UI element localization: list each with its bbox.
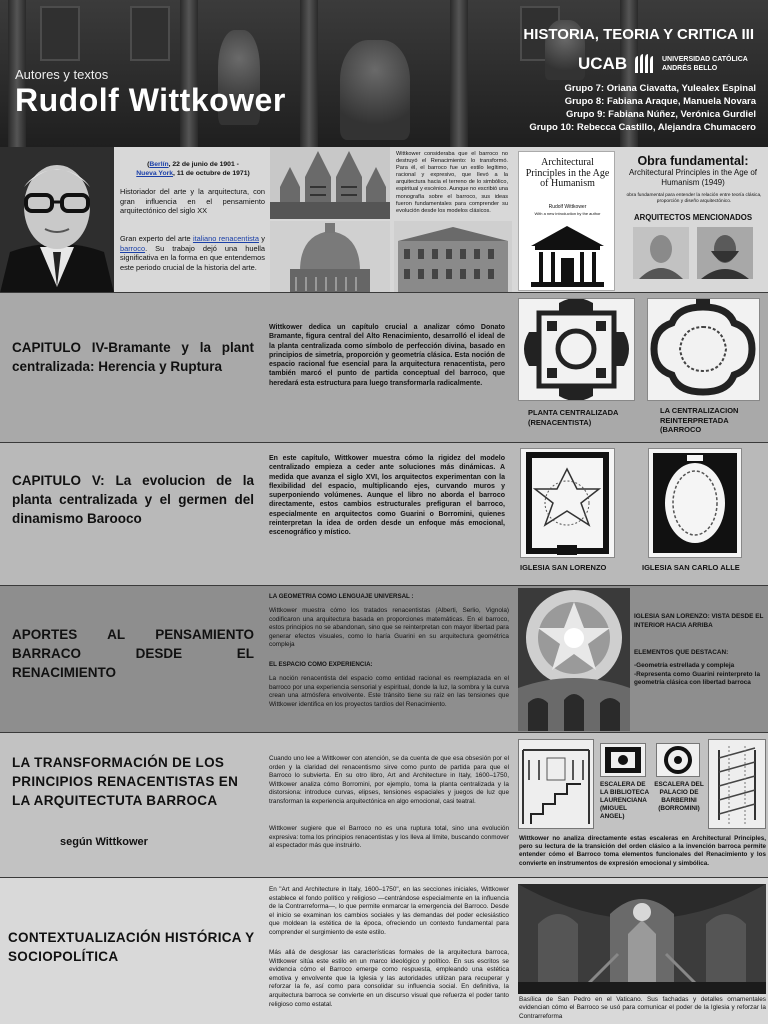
architects-heading: ARQUITECTOS MENCIONADOS <box>633 213 753 222</box>
baroque-link[interactable]: barroco <box>120 243 146 253</box>
laurentian-stair-drawing <box>518 739 594 829</box>
architect-portrait-1 <box>633 227 689 279</box>
transformation-section <box>0 733 768 878</box>
main-work-title: Architectural Principles in the Age of Humanism (1949) <box>628 168 758 187</box>
barberini-spiral-drawing <box>708 739 766 829</box>
group-item: Grupo 10: Rebecca Castillo, Alejandra Chumacero <box>529 122 756 133</box>
caption-renaissance-plan: PLANTA CENTRALIZADA (RENACENTISTA) <box>528 408 619 427</box>
column-decoration <box>300 0 318 147</box>
portrait-photo <box>0 147 114 293</box>
barberini-stair-plan <box>600 743 646 777</box>
san-carlo-plan <box>648 448 742 558</box>
san-lorenzo-dome-photo <box>518 588 630 731</box>
chapter-5-body: En este capítulo, Wittkower muestra cómo la rigidez del modelo centralizado empieza a ceder ante soluciones más dinámicas. A medida que avanza el siglo XVI, los arquitectos experimentan con la flexibilidad del espacio, multiplicando ejes, curvando muros y superponiendo volúmenes. Aunque el libro no aborda el barroco directamente, estos cambios estructurales prefiguran el barroco, especialmente en arquitectos como Guarini o Borromini, quienes reinterpretan la idea de orden desde un enfoque más emocional, escenográfico y místico. <box>269 455 505 537</box>
geometry-heading: LA GEOMETRIA COMO LENGUAJE UNIVERSAL : <box>269 593 414 600</box>
st-peters-interior-photo <box>518 884 766 994</box>
caption-san-lorenzo: IGLESIA SAN LORENZO <box>520 563 607 572</box>
transformation-title: LA TRANSFORMACIÓN DE LOS PRINCIPIOS RENACENTISTAS EN LA ARQUITECTUTA BARROCA <box>12 755 239 808</box>
temple-illustration <box>529 224 606 288</box>
element-item: -Geometría estrellada y compleja <box>634 662 735 669</box>
chapter-5-title: CAPITULO V: La evolucion de la planta centralizada y el germen del dinamismo Barooco <box>12 473 254 526</box>
book-cover-title: Architectural Principles in the Age of Humanism <box>525 157 610 189</box>
group-item: Grupo 7: Oriana Ciavatta, Yulealex Espinal <box>564 83 756 94</box>
header-subtitle: Autores y textos <box>15 67 109 82</box>
group-item: Grupo 9: Fabiana Núñez, Verónica Gurdiel <box>565 109 756 120</box>
context-title: CONTEXTUALIZACIÓN HISTÓRICA Y SOCIOPOLÍTICA <box>8 930 255 964</box>
context-section <box>0 878 768 1024</box>
elements-heading: ELEMENTOS QUE DESTACAN: <box>634 649 729 656</box>
centralized-plan-baroque <box>647 298 760 401</box>
dome-photo-caption: IGLESIA SAN LORENZO: VISTA DESDE EL INTERIOR HACIA ARRIBA <box>634 613 764 629</box>
window-decoration <box>40 6 80 61</box>
space-heading: EL ESPACIO COMO EXPERIENCIA: <box>269 661 373 668</box>
stairs-commentary: Wittkower no analiza directamente estas escaleras en Architectural Principles, pero su lectura de la transición del orden clásico a la invención barroca permite entender cómo el Barroco toma elementos funcionales del Renacimiento y los convierte en instrumentos de expresión emocional y simbólica. <box>519 835 766 867</box>
caption-barberini-stair: ESCALERA DEL PALACIO DE BARBERINI (BORROMINI) <box>654 781 704 812</box>
st-peters-dome-photo <box>270 221 390 293</box>
context-paragraph-2: Más allá de desglosar las características formales de la arquitectura barroca, Wittkower sitúa este estilo en un marco ideológico y político. En sus escritos se evidencia cómo el Barroco emerge como respuesta, empleando una estética emotiva y envolvente que la Iglesia y las autoridades utilizan para recuperar y reforzar la fe, así como para consolidar su influencia social. En definitiva, la arquitectura barroca se convierte en un discurso visual que refuerza el poder tanto religioso como estatal. <box>269 949 509 1008</box>
st-peters-caption: Basílica de San Pedro en el Vaticano. Sus fachadas y detalles ornamentales evidencian cómo el Barroco se usó para comunicar el poder de la Iglesia y reforzar la Contrarreforma <box>519 996 766 1020</box>
ucab-logo-text: UCAB <box>578 54 628 73</box>
caption-san-carlo: IGLESIA SAN CARLO ALLE <box>642 563 740 572</box>
chapter-4-title: CAPITULO IV-Bramante y la plant centralizada: Herencia y Ruptura <box>12 340 254 374</box>
bio-paragraph-2: Gran experto del arte italiano renacentista y barroco. Su trabajo dejó una huella significativa en la forma en que entendemos este periodo crucial de la historia del arte. <box>120 234 265 272</box>
chapter-4-section <box>0 293 768 443</box>
context-paragraph-1: En "Art and Architecture in Italy, 1600–1750", en las secciones iniciales, Wittkower establece el fondo político y religioso —centrándose especialmente en la influencia de la Contrarreforma—, lo que permite enmarcar la emergencia del Barroco. Desde el inicio se examinan los cambios sociales y las demandas del poder eclesiástico que moldean la estética de la época, ofreciendo un contexto fundamental para comprender el surgimiento de este estilo. <box>269 886 509 936</box>
transformation-paragraph-1: Cuando uno lee a Wittkower con atención, se da cuenta de que esa obsesión por el orden y la claridad del renacentismo sirve como punto de partida para que el Barroco lo subvierta. En su otro libro, Art and Architecture in Italy, 1600–1750, Wittkower analiza cómo Borromini, por ejemplo, toma la planta centralizada y la distorsiona: introduce curvas, elipses, tensiones espaciales y juegos de luz que transforman la experiencia arquitectónica en algo emocional, casi teatral. <box>269 755 509 805</box>
architect-portrait-2 <box>697 227 753 279</box>
group-list <box>529 82 756 134</box>
birth-death-dates: (Berlín, 22 de junio de 1901 - Nueva York, 11 de octubre de 1971) <box>136 161 250 178</box>
book-cover-intro: With a new introduction by the author <box>534 211 601 216</box>
baroque-quote: Wittkower consideraba que el barroco no destruyó el Renacimiento: lo transformó. Para él, el barroco fue un estilo legítimo, racional y expresivo, que llevó a la arquitectura hacia el terreno de lo simbólico, espiritual y escénico. Aunque no escribió una monografía sobre el barroco, sus ideas fueron fundamentales para comprender su evolución desde los modelos clásicos. <box>396 151 508 214</box>
ucab-logo-icon <box>633 53 657 77</box>
page-title: Rudolf Wittkower <box>15 82 286 118</box>
bio-paragraph-1: Historiador del arte y la arquitectura, con gran influencia en el pensamiento arquitectónico del siglo XX <box>120 187 265 215</box>
column-decoration <box>450 0 468 147</box>
window-decoration <box>130 6 170 61</box>
centralized-plan-renaissance <box>518 298 635 401</box>
book-cover-author: Rudolf Wittkower <box>548 204 587 210</box>
contributions-section <box>0 586 768 733</box>
book-cover <box>518 151 615 291</box>
space-paragraph: La noción renacentista del espacio como entidad racional es reemplazada en el barroco por una experiencia sensorial y espiritual, donde la luz, la sombra y la curva crean una atmósfera envolvente. Este tránsito tiene su raíz en las tensiones que Wittkower identifica en los proyectos tardíos del Renacimiento. <box>269 675 509 708</box>
caption-baroque-plan: LA CENTRALIZACION REINTERPRETADA (BARROCO <box>660 406 739 434</box>
main-work-description: obra fundamental para entender la relación entre teoría clásica, proporción y diseño arquitectónico. <box>626 193 762 204</box>
course-title: HISTORIA, TEORIA Y CRITICA III <box>523 26 754 43</box>
statue-decoration <box>340 40 410 140</box>
main-work-heading: Obra fundamental: <box>637 154 749 168</box>
san-lorenzo-plan <box>520 448 615 558</box>
chapter-4-body: Wittkower dedica un capítulo crucial a analizar cómo Donato Bramante, figura central del Alto Renacimiento, desarrolló el ideal de la planta centralizada como símbolo de perfección divina, basado en principios de simetría, proporción y geometría clásica. Esta noción de espacio racional fue esencial para la arquitectura renacentista, pero también marcó el punto de partida conceptual del barroco, que heredará esta estructura para luego transformarla radicalmente. <box>269 324 505 387</box>
cathedral-photo <box>270 147 390 219</box>
element-item: -Representa como Guarini reinterpreto la geometría clásica con libertad barroca <box>634 670 760 687</box>
italian-renaissance-link[interactable]: italiano renacentista <box>192 234 259 243</box>
column-decoration <box>180 0 198 147</box>
transformation-paragraph-2: Wittkower sugiere que el Barroco no es una ruptura total, sino una evolución expresiva: toma los principios renacentistas y los lleva al límite, buscando conmover al espectador más que instruirlo. <box>269 825 509 850</box>
palace-photo <box>394 221 512 293</box>
group-item: Grupo 8: Fabiana Araque, Manuela Novara <box>564 96 756 107</box>
elements-list <box>634 662 760 688</box>
birthplace-link[interactable]: Berlín <box>149 161 169 168</box>
caption-laurentian-stair: ESCALERA DE LA BIBLIOTECA LAURENCIANA (MIGUEL ANGEL) <box>600 781 649 820</box>
deathplace-link[interactable]: Nueva York <box>136 170 174 178</box>
university-name: UNIVERSIDAD CATÓLICA ANDRÉS BELLO <box>662 56 748 72</box>
barberini-stair-plan-2 <box>656 743 700 777</box>
contributions-title: APORTES AL PENSAMIENTO BARRACO DESDE EL RENACIMIENTO <box>12 627 254 680</box>
chapter-5-section <box>0 443 768 586</box>
header-banner <box>0 0 768 147</box>
geometry-paragraph: Wittkower muestra cómo los tratados renacentistas (Alberti, Serlio, Vignola) codificaron una arquitectura basada en proporciones matemáticas. En el barroco, estos principios no se abandonan, sino que se reinterpretan con mayor libertad para generar efectos visuales, como lo haría Guarini en su arquitectura geométrica compleja <box>269 607 509 649</box>
bio-section <box>0 147 768 293</box>
transformation-subtitle: según Wittkower <box>60 836 148 848</box>
